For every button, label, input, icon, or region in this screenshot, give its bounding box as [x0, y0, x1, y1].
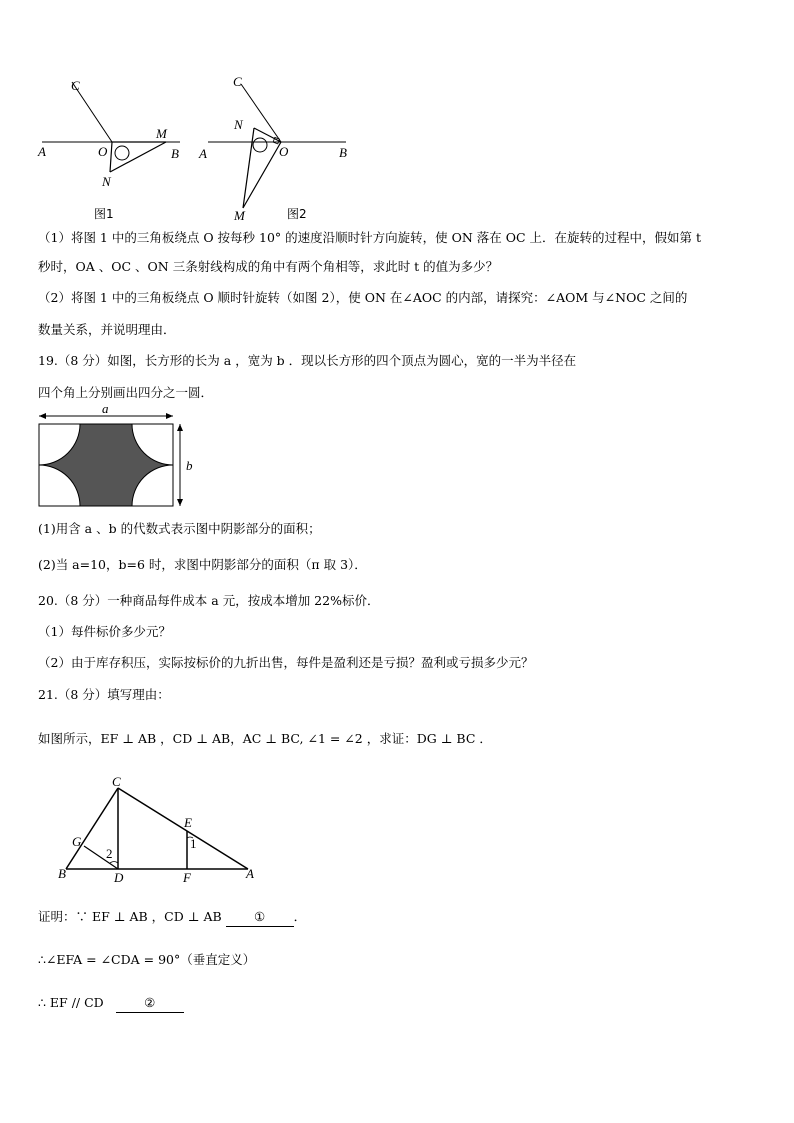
figure-2 [196, 72, 356, 222]
q21-triangle-figure [56, 774, 276, 884]
fig1-point-o: O [98, 144, 108, 159]
q18-part1-line2: 秒时，OA 、OC 、ON 三条射线构成的角中有两个角相等，求此时 t 的值为多少？ [38, 259, 499, 274]
q21-given: 如图所示，EF ⊥ AB ，CD ⊥ AB，AC ⊥ BC, ∠1 = ∠2 ，求证：DG ⊥ BC ． [38, 731, 492, 746]
q21-blank-2[interactable]: ② [116, 994, 184, 1013]
fig1-point-b: B [171, 146, 179, 161]
figure-1 [30, 72, 190, 192]
q19-part1: (1)用含 a 、b 的代数式表示图中阴影部分的面积； [38, 521, 321, 536]
q19-line2: 四个角上分别画出四分之一圆． [38, 385, 214, 400]
q21-proof3-text: ∴ EF // CD [38, 995, 104, 1010]
fig1-point-m: M [156, 126, 167, 141]
q18-part2-line2: 数量关系，并说明理由． [38, 322, 176, 337]
tri-point-d: D [114, 870, 124, 885]
q18-part2-line1: （2）将图 1 中的三角板绕点 O 顺时针旋转（如图 2），使 ON 在∠AOC 的内部，请探究：∠AOM 与∠NOC 之间的 [38, 290, 688, 305]
tri-angle-2: 2 [106, 846, 113, 861]
tri-point-e: E [184, 815, 192, 830]
q20-part2: （2）由于库存积压，实际按标价的九折出售，每件是盈利还是亏损？盈利或亏损多少元？ [38, 655, 534, 670]
q20-line1: 20.（8 分）一种商品每件成本 a 元，按成本增加 22%标价． [38, 593, 380, 608]
fig1-point-a: A [38, 144, 46, 159]
fig2-point-b: B [339, 145, 347, 160]
q18-part1-line1: （1）将图 1 中的三角板绕点 O 按每秒 10° 的速度沿顺时针方向旋转，使 ON 落在 OC 上．在旋转的过程中，假如第 t [38, 230, 702, 245]
tri-point-g: G [72, 834, 82, 849]
q21-blank-1[interactable]: ① [226, 908, 294, 927]
q21-proof-step1: 证明：∵ EF ⊥ AB ，CD ⊥ AB ① ． [38, 908, 306, 927]
fig2-point-a: A [199, 146, 207, 161]
rect-label-a: a [102, 401, 109, 416]
fig2-point-n: N [234, 117, 243, 132]
fig2-point-c: C [233, 74, 242, 89]
figure-2-label: 图2 [287, 207, 307, 221]
q21-proof-step3 [38, 994, 184, 1013]
q19-part2: (2)当 a=10，b=6 时，求图中阴影部分的面积（π 取 3）． [38, 557, 367, 572]
q21-proof1-text: 证明：∵ EF ⊥ AB ，CD ⊥ AB [38, 909, 222, 924]
tri-point-a: A [246, 866, 254, 881]
tri-point-b: B [58, 866, 66, 881]
rect-label-b: b [186, 458, 193, 473]
fig1-point-n: N [102, 174, 111, 189]
q20-part1: （1）每件标价多少元？ [38, 624, 171, 639]
q19-rectangle-figure [36, 401, 196, 518]
tri-angle-1: 1 [190, 836, 197, 851]
figure-1-label: 图1 [94, 207, 114, 221]
q19-line1: 19.（8 分）如图，长方形的长为 a ，宽为 b ．现以长方形的四个顶点为圆心，宽的一半为半径在 [38, 353, 577, 368]
fig2-point-m: M [234, 208, 245, 223]
q21-line1: 21.（8 分）填写理由： [38, 687, 170, 702]
fig1-point-c: C [71, 78, 80, 93]
fig2-point-o: O [279, 144, 289, 159]
tri-point-c: C [112, 774, 121, 789]
q21-proof-step2: ∴∠EFA = ∠CDA = 90°（垂直定义） [38, 952, 256, 967]
tri-point-f: F [183, 870, 191, 885]
